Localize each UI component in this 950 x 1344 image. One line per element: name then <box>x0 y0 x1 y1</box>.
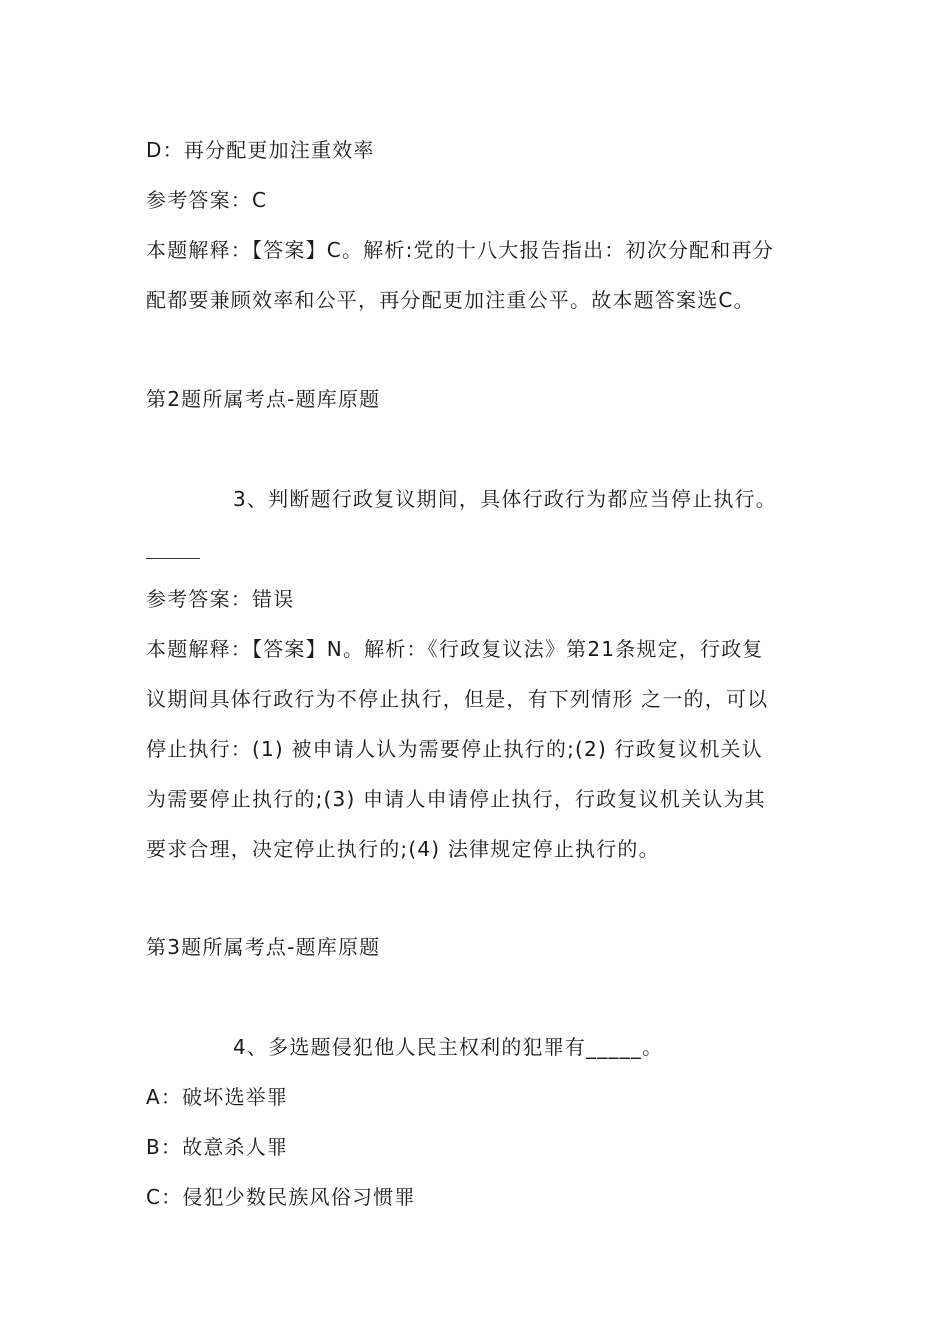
answer-q2: 参考答案：C <box>146 188 268 212</box>
answer-q3: 参考答案：错误 <box>146 587 295 611</box>
question-4: 4、多选题侵犯他人民主权利的犯罪有_____。 <box>233 1035 664 1059</box>
explanation-line: 停止执行：(1) 被申请人认为需要停止执行的;(2) 行政复议机关认 <box>146 737 763 761</box>
option-c: C：侵犯少数民族风俗习惯罪 <box>146 1185 416 1209</box>
explanation-line: 本题解释：【答案】N。解析：《行政复议法》第21条规定，行政复 <box>146 637 764 661</box>
explanation-line: 要求合理，决定停止执行的;(4) 法律规定停止执行的。 <box>146 837 660 861</box>
option-b: B：故意杀人罪 <box>146 1135 289 1159</box>
topic-q3: 第3题所属考点-题库原题 <box>146 935 381 959</box>
explanation-line: 本题解释：【答案】C。解析:党的十八大报告指出：初次分配和再分 <box>146 238 774 262</box>
option-a: A：破坏选举罪 <box>146 1085 289 1109</box>
question-3: 3、判断题行政复议期间，具体行政行为都应当停止执行。 <box>233 487 777 511</box>
explanation-line: 议期间具体行政行为不停止执行，但是，有下列情形 之一的，可以 <box>146 687 769 711</box>
answer-blank-line <box>146 558 200 559</box>
topic-q2: 第2题所属考点-题库原题 <box>146 387 381 411</box>
explanation-line: 为需要停止执行的;(3) 申请人申请停止执行，行政复议机关认为其 <box>146 787 766 811</box>
option-d: D：再分配更加注重效率 <box>146 138 375 162</box>
explanation-line: 配都要兼顾效率和公平，再分配更加注重公平。故本题答案选C。 <box>146 288 755 312</box>
